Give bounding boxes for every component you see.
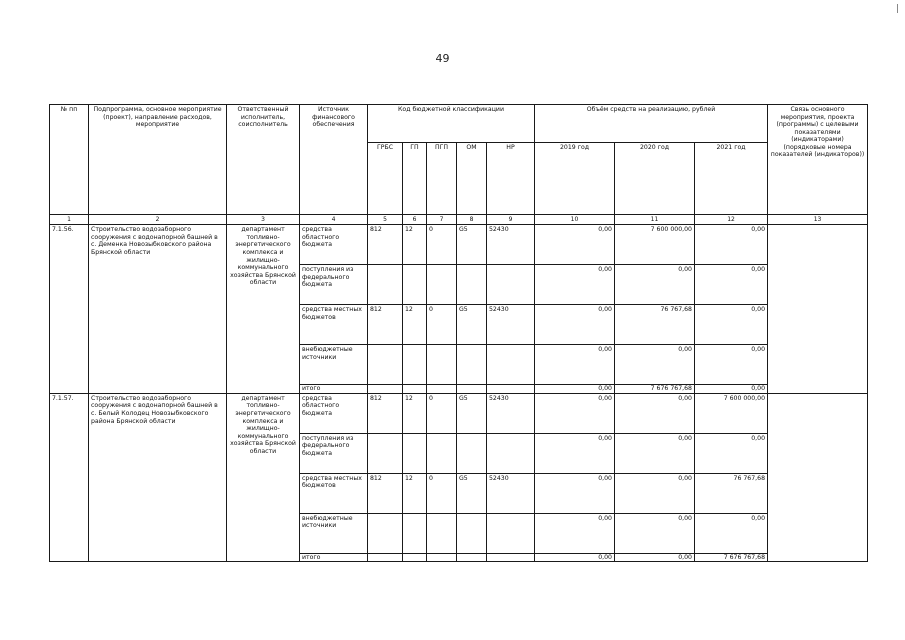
column-number: 12 [695, 215, 768, 225]
om-code: G5 [457, 225, 487, 265]
np-code [487, 385, 535, 394]
table-row [50, 393, 868, 433]
budget-table [49, 104, 868, 562]
amount-2021: 0,00 [695, 305, 768, 345]
header-gp: ГП [403, 143, 427, 215]
total-label: итого [300, 553, 368, 562]
header-program: Подпрограмма, основное мероприятие (проект), направление расходов, мероприятие [89, 105, 227, 215]
om-code [457, 513, 487, 553]
gp-code [403, 433, 427, 473]
np-code: 52430 [487, 473, 535, 513]
source-label: средства местных бюджетов [300, 473, 368, 513]
pgp-code [427, 433, 457, 473]
header-budget-code: Код бюджетной классификации [368, 105, 535, 143]
pgp-code [427, 513, 457, 553]
row-number: 7.1.57. [50, 393, 89, 562]
source-label: внебюджетные источники [300, 513, 368, 553]
column-number: 11 [615, 215, 695, 225]
total-2020: 7 676 767,68 [615, 385, 695, 394]
source-label: поступления из федерального бюджета [300, 265, 368, 305]
gp-code: 12 [403, 393, 427, 433]
np-code [487, 265, 535, 305]
column-number: 8 [457, 215, 487, 225]
header-2019: 2019 год [535, 143, 615, 215]
header-amount: Объём средств на реализацию, рублей [535, 105, 768, 143]
header-source: Источник финансового обеспечения [300, 105, 368, 215]
header-pgp: ПГП [427, 143, 457, 215]
grbs-code: 812 [368, 393, 403, 433]
np-code: 52430 [487, 305, 535, 345]
amount-2019: 0,00 [535, 513, 615, 553]
amount-2021: 0,00 [695, 433, 768, 473]
grbs-code [368, 553, 403, 562]
np-code [487, 513, 535, 553]
amount-2019: 0,00 [535, 393, 615, 433]
grbs-code: 812 [368, 225, 403, 265]
amount-2019: 0,00 [535, 265, 615, 305]
source-label: внебюджетные источники [300, 345, 368, 385]
grbs-code [368, 265, 403, 305]
np-code: 52430 [487, 393, 535, 433]
amount-2020: 0,00 [615, 473, 695, 513]
amount-2019: 0,00 [535, 305, 615, 345]
grbs-code: 812 [368, 305, 403, 345]
om-code [457, 433, 487, 473]
amount-2019: 0,00 [535, 345, 615, 385]
amount-2021: 0,00 [695, 345, 768, 385]
pgp-code [427, 385, 457, 394]
amount-2020: 0,00 [615, 513, 695, 553]
gp-code [403, 265, 427, 305]
header-grbs: ГРБС [368, 143, 403, 215]
amount-2021: 0,00 [695, 225, 768, 265]
source-label: средства местных бюджетов [300, 305, 368, 345]
column-number-row [50, 215, 868, 225]
pgp-code: 0 [427, 225, 457, 265]
om-code [457, 385, 487, 394]
column-number: 1 [50, 215, 89, 225]
pgp-code [427, 553, 457, 562]
om-code: G5 [457, 473, 487, 513]
row-number: 7.1.56. [50, 225, 89, 394]
total-2021: 0,00 [695, 385, 768, 394]
column-number: 9 [487, 215, 535, 225]
grbs-code [368, 433, 403, 473]
amount-2021: 0,00 [695, 513, 768, 553]
amount-2020: 0,00 [615, 345, 695, 385]
page-number: 49 [435, 52, 450, 65]
header-responsible: Ответственный исполнитель, соисполнитель [227, 105, 300, 215]
gp-code: 12 [403, 305, 427, 345]
pgp-code [427, 265, 457, 305]
program-name: Строительство водозаборного сооружения с водонапорной башней в с. Белый Колодец Новозыбковского района Брянской области [89, 393, 227, 562]
gp-code [403, 345, 427, 385]
amount-2020: 7 600 000,00 [615, 225, 695, 265]
column-number: 5 [368, 215, 403, 225]
total-2021: 7 676 767,68 [695, 553, 768, 562]
total-2019: 0,00 [535, 385, 615, 394]
np-code [487, 433, 535, 473]
column-number: 4 [300, 215, 368, 225]
source-label: средства областного бюджета [300, 393, 368, 433]
total-label: итого [300, 385, 368, 394]
grbs-code [368, 385, 403, 394]
header-2020: 2020 год [615, 143, 695, 215]
amount-2019: 0,00 [535, 433, 615, 473]
om-code: G5 [457, 393, 487, 433]
np-code [487, 553, 535, 562]
pgp-code: 0 [427, 305, 457, 345]
program-name: Строительство водозаборного сооружения с водонапорной башней в с. Деменка Новозыбковского района Брянской области [89, 225, 227, 394]
gp-code [403, 385, 427, 394]
grbs-code: 812 [368, 473, 403, 513]
om-code [457, 265, 487, 305]
column-number: 2 [89, 215, 227, 225]
edge-mark [897, 4, 898, 13]
header-link: Связь основного мероприятия, проекта (программы) с целевыми показателями (индикаторами) (порядковые номера показателей (индикаторов)) [768, 105, 868, 215]
pgp-code: 0 [427, 393, 457, 433]
om-code: G5 [457, 305, 487, 345]
amount-2021: 76 767,68 [695, 473, 768, 513]
total-2019: 0,00 [535, 553, 615, 562]
table-row [50, 225, 868, 265]
pgp-code [427, 345, 457, 385]
amount-2021: 7 600 000,00 [695, 393, 768, 433]
indicator-link [768, 393, 868, 562]
column-number: 7 [427, 215, 457, 225]
np-code [487, 345, 535, 385]
header-no: № пп [50, 105, 89, 215]
om-code [457, 345, 487, 385]
gp-code [403, 513, 427, 553]
pgp-code: 0 [427, 473, 457, 513]
gp-code [403, 553, 427, 562]
responsible-executor: департамент топливно-энергетического комплекса и жилищно-коммунального хозяйства Брянской области [227, 225, 300, 394]
amount-2020: 0,00 [615, 393, 695, 433]
amount-2020: 0,00 [615, 433, 695, 473]
header-2021: 2021 год [695, 143, 768, 215]
column-number: 3 [227, 215, 300, 225]
column-number: 10 [535, 215, 615, 225]
amount-2020: 0,00 [615, 265, 695, 305]
total-2020: 0,00 [615, 553, 695, 562]
grbs-code [368, 345, 403, 385]
np-code: 52430 [487, 225, 535, 265]
gp-code: 12 [403, 225, 427, 265]
amount-2021: 0,00 [695, 265, 768, 305]
amount-2019: 0,00 [535, 473, 615, 513]
gp-code: 12 [403, 473, 427, 513]
header-np: НР [487, 143, 535, 215]
indicator-link [768, 225, 868, 394]
amount-2019: 0,00 [535, 225, 615, 265]
om-code [457, 553, 487, 562]
responsible-executor: департамент топливно-энергетического комплекса и жилищно-коммунального хозяйства Брянской области [227, 393, 300, 562]
amount-2020: 76 767,68 [615, 305, 695, 345]
column-number: 6 [403, 215, 427, 225]
source-label: средства областного бюджета [300, 225, 368, 265]
column-number: 13 [768, 215, 868, 225]
header-om: ОМ [457, 143, 487, 215]
source-label: поступления из федерального бюджета [300, 433, 368, 473]
grbs-code [368, 513, 403, 553]
